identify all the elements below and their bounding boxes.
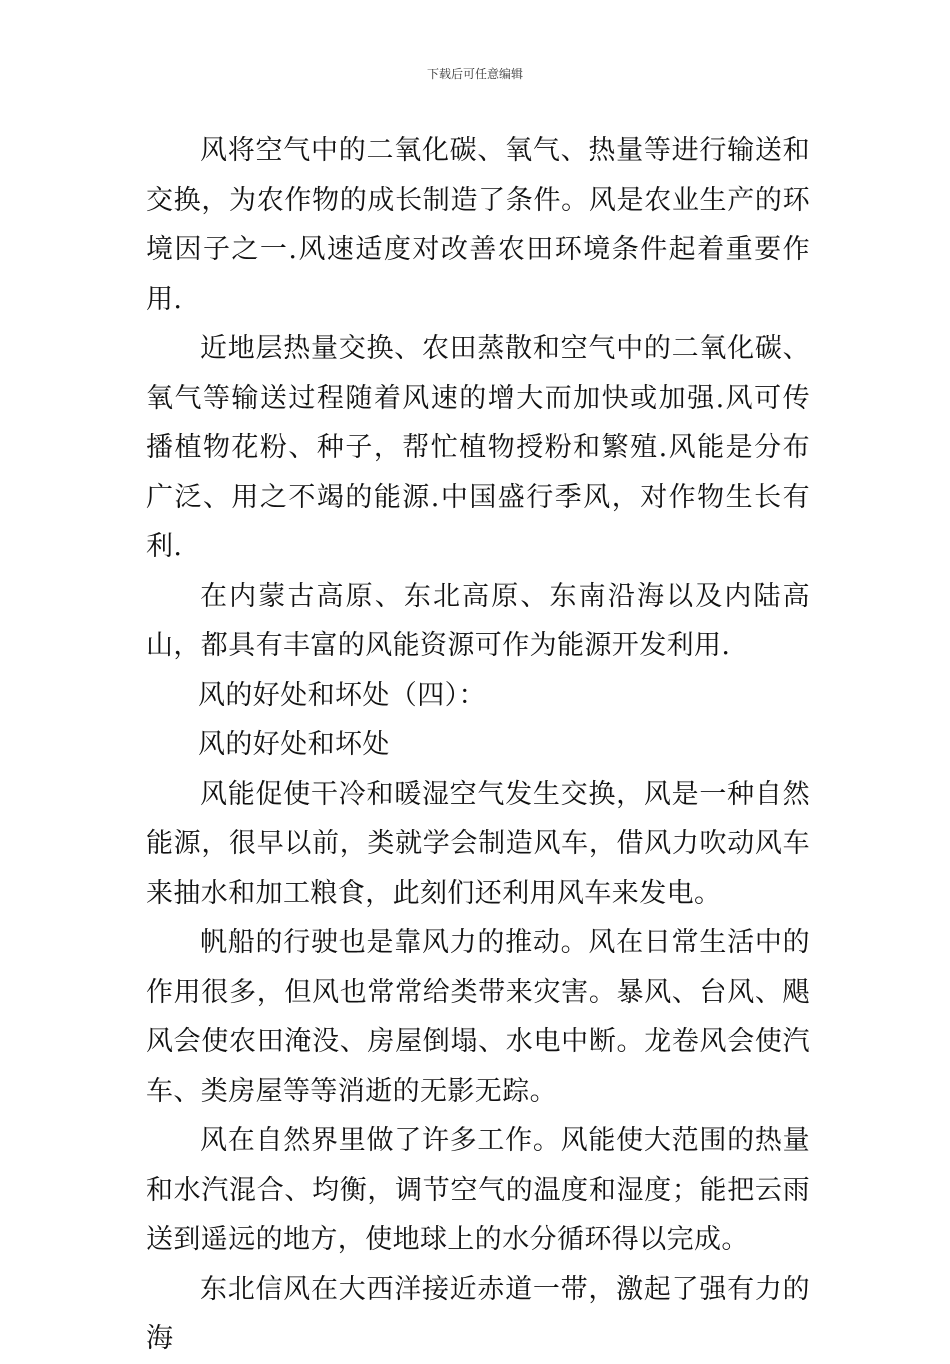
paragraph-nature-work: 风在自然界里做了许多工作。风能使大范围的热量和水汽混合、均衡，调节空气的温度和湿度；能把云雨送到遥远的地方，使地球上的水分循环得以完成。	[146, 1125, 810, 1255]
page-header: 下载后可任意编辑	[426, 67, 523, 81]
paragraph-sailing-disasters: 帆船的行驶也是靠风力的推动。风在日常生活中的作用很多，但风也常常给类带来灾害。暴风、台风、飓风会使农田淹没、房屋倒塌、水电中断。龙卷风会使汽车、类房屋等等消逝的无影无踪。	[146, 927, 810, 1107]
paragraph-wind-resources: 在内蒙古高原、东北高原、东南沿海以及内陆高山，都具有丰富的风能资源可作为能源开发利用.	[146, 580, 810, 661]
section-subheading: 风的好处和坏处	[198, 729, 390, 760]
paragraph-windmill: 风能促使干冷和暖湿空气发生交换，风是一种自然能源，很早以前，类就学会制造风车，借风力吹动风车来抽水和加工粮食，此刻们还利用风车来发电。	[146, 778, 810, 909]
paragraph-wind-transport: 风将空气中的二氧化碳、氧气、热量等进行输送和交换，为农作物的成长制造了条件。风是农业生产的环境因子之一.风速适度对改善农田环境条件起着重要作用.	[146, 135, 810, 315]
paragraph-heat-exchange: 近地层热量交换、农田蒸散和空气中的二氧化碳、氧气等输送过程随着风速的增大而加快或加强.风可传播植物花粉、种子，帮忙植物授粉和繁殖.风能是分布广泛、用之不竭的能源.中国盛行季风，对作物生长有利.	[146, 333, 810, 562]
document-body	[146, 126, 810, 1364]
paragraph-trade-winds: 东北信风在大西洋接近赤道一带，激起了强有力的海	[146, 1273, 810, 1354]
section-heading-four: 风的好处和坏处（四）：	[198, 679, 486, 711]
